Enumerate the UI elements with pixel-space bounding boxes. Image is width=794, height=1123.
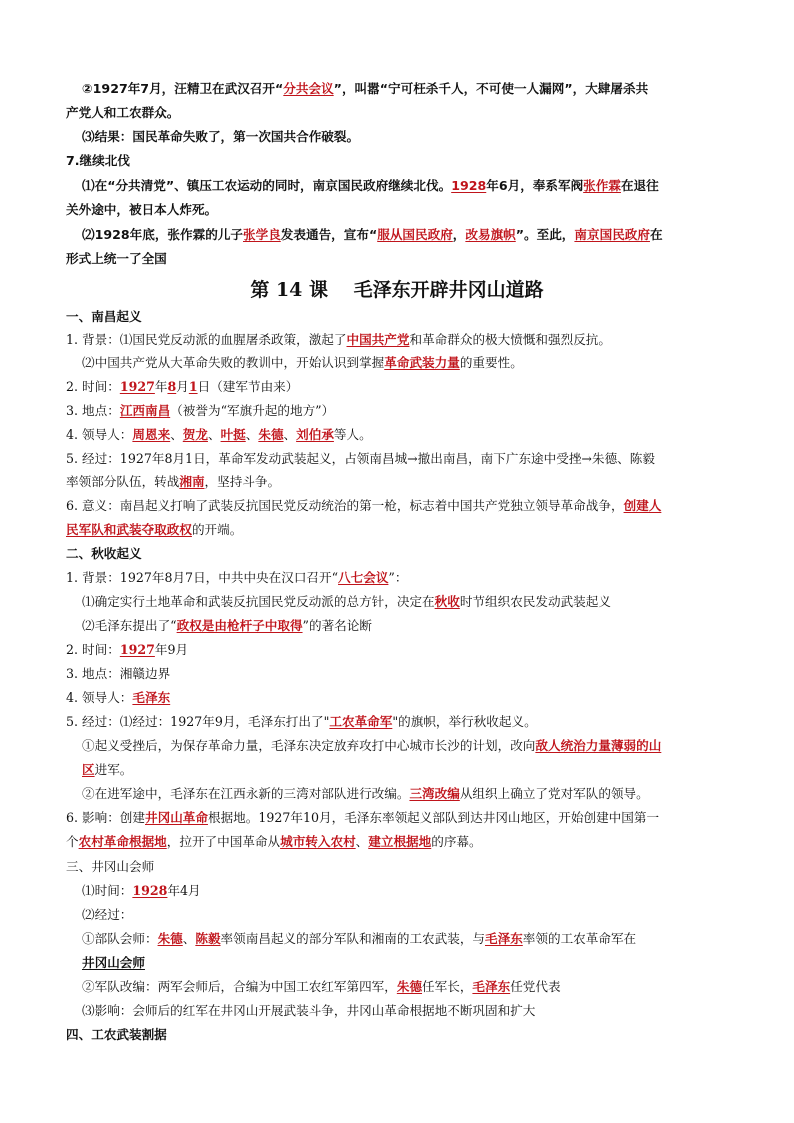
paragraph-line: 产党人和工农群众。: [66, 105, 180, 120]
section-heading-autumn-harvest: 二、秋收起义: [66, 546, 142, 561]
s1-place: 3. 地点：江西南昌（被誉为“军旗升起的地方”）: [66, 403, 335, 418]
s3-process: ⑵经过：: [82, 907, 133, 922]
s2-impact-1: 6. 影响：创建井冈山革命根据地。1927年10月，毛泽东率领起义部队到达井冈山地区，开始创建中国第一: [66, 810, 660, 825]
s3-impact: ⑶影响：会师后的红军在井冈山开展武装斗争，井冈山革命根据地不断巩固和扩大: [82, 1003, 536, 1018]
s2-background-3: ⑵毛泽东提出了“政权是由枪杆子中取得”的著名论断: [82, 618, 372, 633]
s2-place: 3. 地点：湘赣边界: [66, 666, 171, 681]
s2-process-4: ②在进军途中，毛泽东在江西永新的三湾对部队进行改编。三湾改编从组织上确立了党对军队的领导。: [82, 786, 649, 801]
s2-time: 2. 时间：1927年9月: [66, 642, 189, 657]
paragraph-line: 关外途中，被日本人炸死。: [66, 202, 218, 217]
paragraph-zhang-xueliang: ⑵1928年底，张作霖的儿子张学良发表通告，宣布“服从国民政府，改易旗帜”。至此，南京国民政府在: [82, 227, 663, 242]
s1-process-2: 率领部分队伍，转战湘南，坚持斗争。: [66, 474, 281, 489]
s1-significance-1: 6. 意义：南昌起义打响了武装反抗国民党反动统治的第一枪，标志着中国共产党独立领导革命战争，创建人: [66, 498, 662, 513]
s2-background-2: ⑴确定实行土地革命和武装反抗国民党反动派的总方针，决定在秋收时节组织农民发动武装起义: [82, 594, 611, 609]
s2-background-1: 1. 背景：1927年8月7日，中共中央在汉口召开“八七会议”：: [66, 570, 408, 585]
s1-time: 2. 时间：1927年8月1日（建军节由来）: [66, 379, 299, 394]
s1-leaders: 4. 领导人：周恩来、贺龙、叶挺、朱德、刘伯承等人。: [66, 427, 372, 442]
paragraph-wang-meeting: ②1927年7月，汪精卫在武汉召开“分共会议”，叫嚣“宁可枉杀千人，不可使一人漏网”，大肆屠杀共: [82, 81, 649, 96]
s2-process-3: 区进军。: [82, 762, 133, 777]
section-heading-armed-separatism: 四、工农武装割据: [66, 1027, 167, 1042]
s1-significance-2: 民军队和武装夺取政权的开端。: [66, 522, 243, 537]
s1-background-2: ⑵中国共产党从大革命失败的教训中，开始认识到掌握革命武装力量的重要性。: [82, 355, 523, 370]
s3-reorganize: ②军队改编：两军会师后，合编为中国工农红军第四军，朱德任军长，毛泽东任党代表: [82, 979, 561, 994]
s2-process-2: ①起义受挫后，为保存革命力量，毛泽东决定放弃攻打中心城市长沙的计划，改向敌人统治力量薄弱的山: [82, 738, 662, 753]
s2-process-1: 5. 经过：⑴经过：1927年9月，毛泽东打出了"工农革命军"的旗帜，举行秋收起义。: [66, 714, 537, 729]
s1-process-1: 5. 经过：1927年8月1日，革命军发动武装起义，占领南昌城→撤出南昌，南下广东途中受挫→朱德、陈毅: [66, 451, 655, 466]
s2-leader: 4. 领导人：毛泽东: [66, 690, 171, 705]
section-heading-jinggangshan: 三、井冈山会师: [66, 859, 155, 874]
paragraph-zhang-zuolin: ⑴在“分共清党”、镇压工农运动的同时，南京国民政府继续北伐。1928年6月，奉系军阀张作霖在退往: [82, 178, 659, 193]
s2-impact-2: 个农村革命根据地，拉开了中国革命从城市转入农村、建立根据地的序幕。: [66, 834, 482, 849]
s3-meeting-2: 井冈山会师: [82, 955, 145, 970]
result-line: ⑶结果：国民革命失败了，第一次国共合作破裂。: [82, 129, 360, 144]
heading-northern-expedition: 7.继续北伐: [66, 153, 130, 168]
s1-background-1: 1. 背景：⑴国民党反动派的血腥屠杀政策，激起了中国共产党和革命群众的极大愤慨和强烈反抗。: [66, 332, 611, 347]
paragraph-line: 形式上统一了全国: [66, 251, 167, 266]
section-heading-nanchang: 一、南昌起义: [66, 309, 142, 324]
lesson-title: 第 14 课 毛泽东开辟井冈山道路: [250, 279, 544, 301]
s3-meeting-1: ①部队会师：朱德、陈毅率领南昌起义的部分军队和湘南的工农武装，与毛泽东率领的工农革命军在: [82, 931, 637, 946]
s3-time: ⑴时间：1928年4月: [82, 883, 201, 898]
